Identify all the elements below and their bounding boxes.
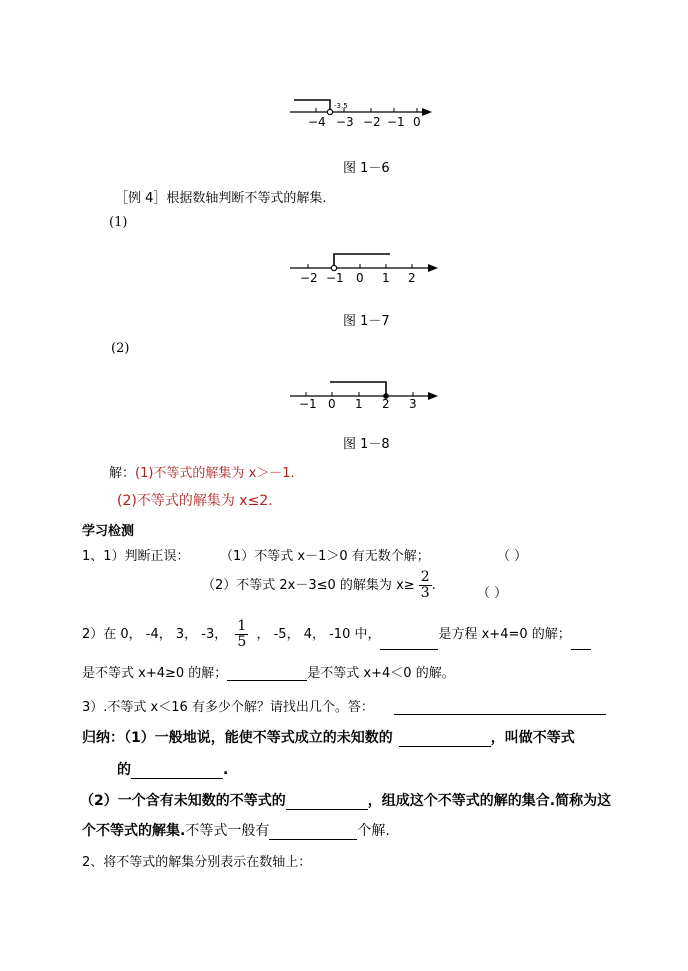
fig16-tick-label: −2	[363, 115, 381, 129]
fig18-tick-label: 1	[355, 397, 363, 411]
number-line-fig17	[286, 248, 446, 288]
answer-blank[interactable]	[227, 666, 307, 681]
question-3: 3）.不等式 x＜16 有多少个解？请找出几个。答：	[82, 696, 606, 715]
fig17-tick-label: −2	[300, 271, 318, 285]
fig17-tick-label: −1	[326, 271, 344, 285]
question-1b-paren: （ ）	[477, 586, 508, 601]
question-1b: （2）不等式 2x－3≤0 的解集为 x≥ $\frac{2}{3}$ .	[202, 569, 436, 601]
solution-line-1	[109, 462, 295, 481]
summary-line-2: 的 .	[117, 762, 229, 778]
fig18-solution-bracket	[330, 382, 386, 396]
fig17-solution-bracket	[334, 254, 390, 268]
fig16-caption: 图 1－6	[343, 161, 390, 176]
fig17-tick-label: 1	[382, 271, 390, 285]
fig17-caption: 图 1－7	[343, 314, 390, 329]
summary-line-3: （2）一个含有未知数的不等式的 ，组成这个不等式的解的集合.简称为这	[80, 793, 612, 809]
question-4: 2、将不等式的解集分别表示在数轴上：	[82, 855, 312, 870]
fig17-tick-label: 0	[356, 271, 364, 285]
question-2-line-2: 是不等式 x+4≥0 的解； 是不等式 x+4＜0 的解。	[82, 666, 455, 681]
question-1a: （1）不等式 x－1＞0 有无数个解；	[220, 549, 430, 564]
fig18-tick-label: 2	[382, 397, 390, 411]
number-line-fig18	[286, 376, 446, 416]
question-1b-text: （2）不等式 2x－3≤0 的解集为 x≥	[202, 578, 415, 593]
fig18-tick-label: 0	[328, 397, 336, 411]
fig18-caption: 图 1－8	[343, 437, 390, 452]
question-1a-paren: （ ）	[497, 549, 528, 564]
number-line-fig16	[286, 92, 446, 132]
section-title: 学习检测	[82, 524, 135, 539]
fraction-two-thirds: $\frac{2}{3}$	[420, 569, 430, 601]
fig16-open-point	[327, 109, 332, 114]
question-1-label: 1、1）判断正误：	[82, 549, 190, 564]
solution-prefix: 解：	[109, 466, 136, 481]
part2-label: (2)	[111, 341, 130, 356]
answer-blank[interactable]	[394, 700, 606, 715]
part1-label: (1)	[109, 215, 128, 230]
question-2-line-1: 2）在 0， -4， 3， -3， $\frac{1}{5}$ ， -5， 4， -10 中， 是方程 x+4=0 的解；	[82, 619, 591, 650]
answer-blank[interactable]	[269, 825, 357, 840]
answer-blank[interactable]	[131, 764, 223, 779]
fig18-tick-label: 3	[409, 397, 417, 411]
fig16-tick-label: −4	[308, 115, 326, 129]
fig18-tick-label: −1	[299, 397, 317, 411]
fig16-tick-label: 0	[413, 115, 421, 129]
fig16-tick-label: −3	[336, 115, 354, 129]
answer-blank[interactable]	[399, 732, 491, 747]
answer-blank[interactable]	[571, 635, 591, 650]
solution-answer-2: (2)不等式的解集为 x≤2.	[117, 493, 273, 509]
summary-line-1: 归纳：（1）一般地说，能使不等式成立的未知数的 ，叫做不等式	[82, 730, 575, 746]
fig16-tick-label: −1	[387, 115, 405, 129]
fig16-point-label: -3.5	[334, 102, 348, 110]
summary-line-4: 个不等式的解集.不等式一般有 个解.	[82, 823, 390, 839]
fig16-solution-bracket	[294, 100, 330, 112]
answer-blank[interactable]	[286, 795, 368, 810]
fraction-one-fifth: $\frac{1}{5}$	[237, 618, 247, 650]
fig17-tick-label: 2	[408, 271, 416, 285]
answer-blank[interactable]	[380, 635, 438, 650]
fig17-open-point	[331, 265, 336, 270]
solution-answer-1: (1)不等式的解集为 x＞－1.	[135, 466, 295, 481]
example-heading: ［例 4］根据数轴判断不等式的解集.	[115, 191, 327, 206]
